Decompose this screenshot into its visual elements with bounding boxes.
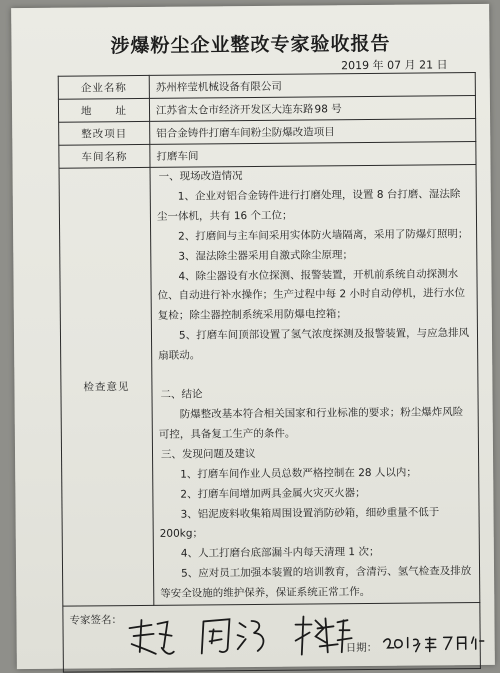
- opinion-paragraph: 3、铝泥废料收集箱周围设置消防砂箱，细砂重量不低于 200kg；: [159, 505, 440, 541]
- workshop-value: 打磨车间: [150, 142, 476, 168]
- signature-label: 专家签名：: [69, 614, 123, 627]
- opinion-paragraph: 2、打磨间与主车间采用实体防火墙隔离，采用了防爆灯照明；: [178, 227, 469, 243]
- company-label: 企业名称: [58, 75, 149, 99]
- opinion-paragraph: 1、企业对铝合金铸件进行打磨处理，设置 8 台打磨、湿法除尘一体机，共有 16 个工位；: [156, 188, 461, 223]
- handwritten-date: [380, 631, 490, 662]
- signature-cell: [63, 603, 481, 673]
- address-cell: [149, 96, 475, 122]
- address-number: 98 号: [314, 102, 342, 115]
- opinion-paragraph: 2、打磨车间增加两具金属火灾灭火器；: [180, 486, 366, 501]
- signature-3: [295, 616, 351, 654]
- opinion-paragraph: 1、打磨车间作业人员总数严格控制在 28 人以内；: [180, 466, 417, 481]
- signature-date-label: 日期：: [345, 641, 378, 655]
- row-signature: [63, 603, 481, 673]
- report-table: [58, 72, 481, 673]
- opinion-heading: 一、现场改造情况: [158, 170, 243, 183]
- project-value: 铝合金铸件打磨车间粉尘防爆改造项目: [150, 119, 476, 145]
- opinion-label: 检查意见: [59, 167, 154, 606]
- row-opinion: [59, 165, 480, 607]
- opinion-paragraph: 4、除尘器设有水位探测、报警装置，开机前系统自动探测水位、自动进行补水操作；生产过程中每 2 小时自动停机，进行水位复检；除尘器控制系统采用防爆电控箱；: [157, 267, 466, 323]
- opinion-paragraph: 3、湿法除尘器采用自激式除尘原理；: [178, 248, 354, 263]
- signature-2: [201, 619, 263, 654]
- report-date: 2019 年 07 月 21 日: [341, 58, 448, 73]
- project-label: 整改项目: [59, 121, 150, 145]
- workshop-label: 车间名称: [59, 144, 150, 168]
- opinion-lines: [157, 165, 474, 605]
- company-value: 苏州梓莹机械设备有限公司: [149, 73, 475, 99]
- signature-1: [129, 620, 173, 654]
- report-sheet: [11, 4, 495, 669]
- opinion-content: [150, 165, 480, 606]
- opinion-paragraph: 防爆整改基本符合相关国家和行业标准的要求；粉尘爆炸风险可控，具备复工生产的条件。: [158, 406, 464, 441]
- opinion-paragraph: 4、人工打磨台底部漏斗内每天清理 1 次；: [180, 546, 380, 560]
- report-title: 涉爆粉尘企业整改专家验收报告: [110, 32, 391, 58]
- address-value: 江苏省太仓市经济开发区大连东路: [155, 102, 314, 117]
- opinion-paragraph: 5、应对员工加强本装置的培训教育，含清污、氢气检查及排放等安全设施的维护保养，保证系统正常工作。: [160, 565, 472, 600]
- opinion-heading: 二、结论: [160, 388, 203, 401]
- opinion-paragraph: 5、打磨车间顶部设置了氢气浓度探测及报警装置，与应急排风扇联动。: [158, 327, 470, 362]
- opinion-heading: 三、发现问题及建议: [160, 447, 256, 461]
- address-label: 地 址: [58, 98, 149, 122]
